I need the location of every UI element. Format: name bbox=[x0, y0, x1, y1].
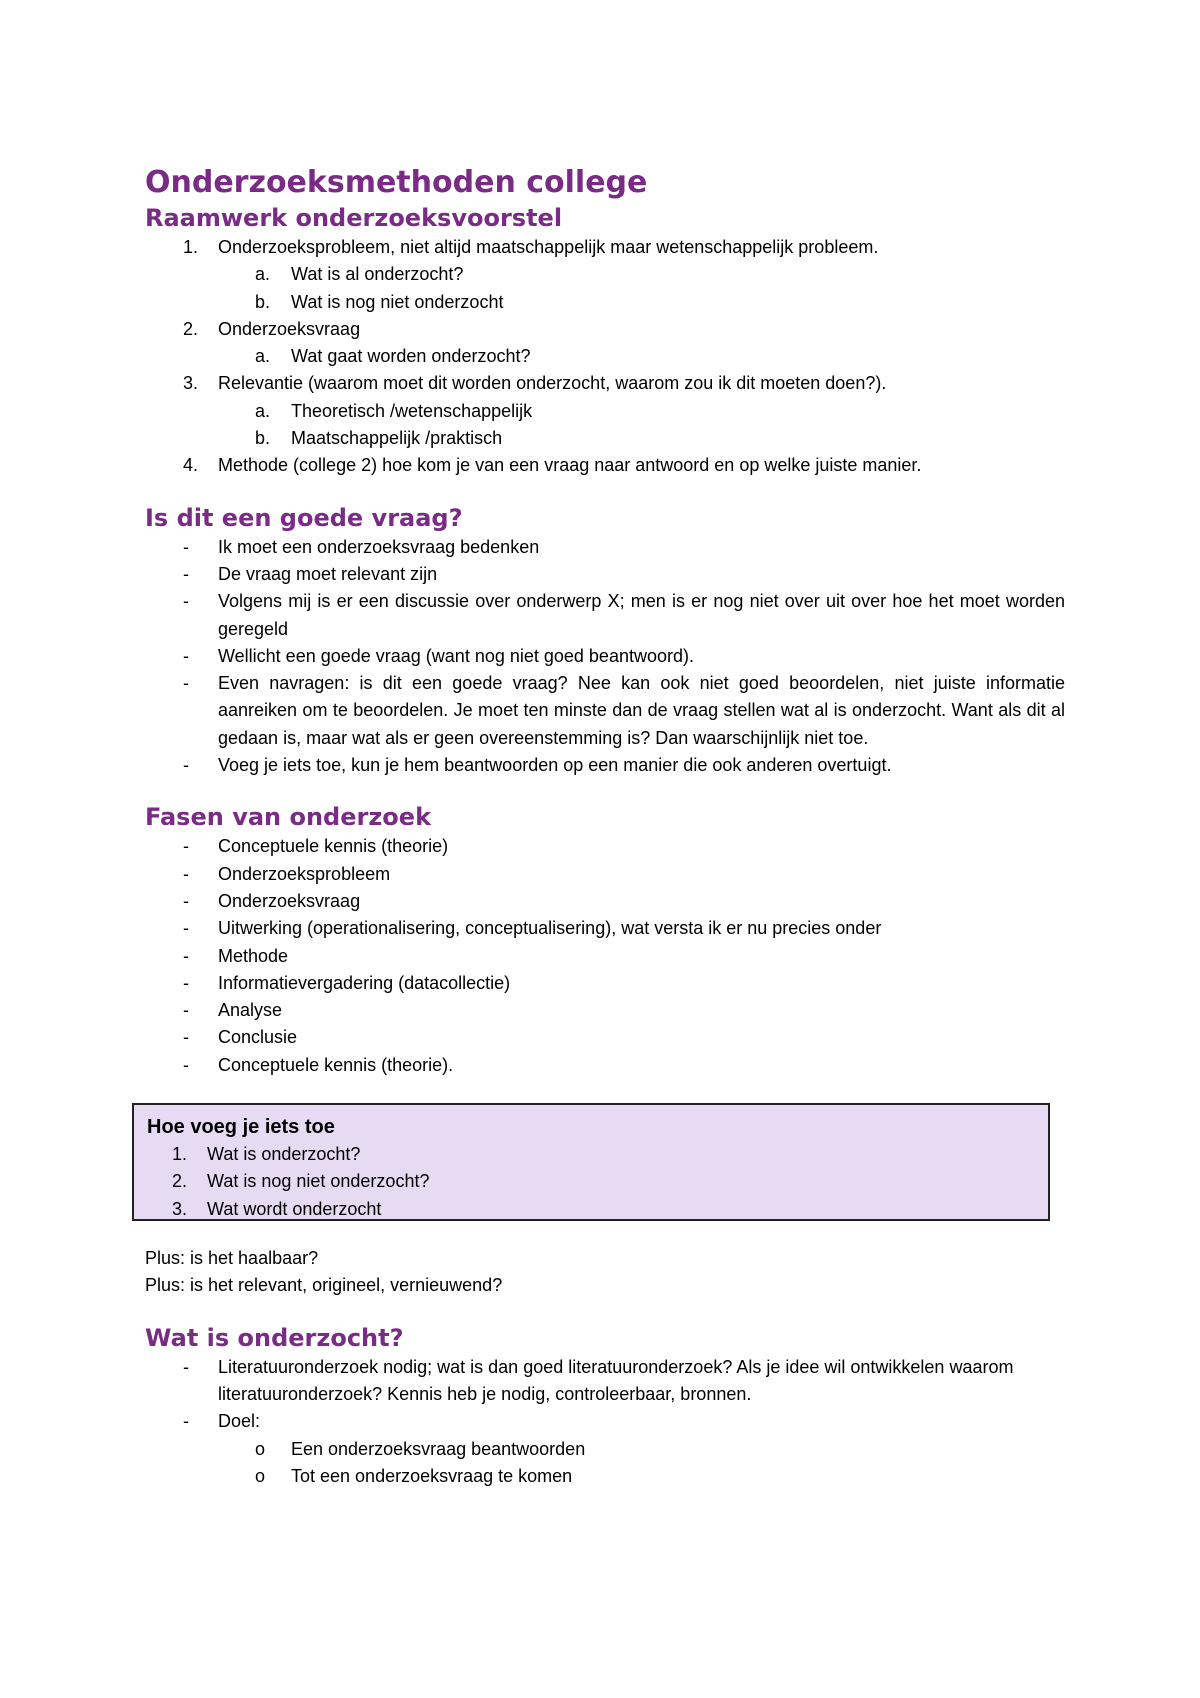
goede-vraag-list bbox=[145, 534, 1065, 780]
list-marker: 2. bbox=[172, 1171, 188, 1192]
list-item-text: Doel: bbox=[218, 1411, 261, 1432]
dash-marker: - bbox=[183, 1411, 189, 1432]
sub-list-item bbox=[145, 343, 1065, 370]
sub-list-item bbox=[145, 425, 1065, 452]
heading-fasen: Fasen van onderzoek bbox=[145, 803, 432, 832]
spacer bbox=[145, 1300, 1065, 1322]
dash-marker: - bbox=[183, 945, 189, 966]
list-item bbox=[145, 316, 1065, 343]
list-item bbox=[145, 588, 1065, 643]
heading-wat-is-onderzocht: Wat is onderzocht? bbox=[145, 1323, 404, 1352]
dash-marker: - bbox=[183, 563, 189, 584]
list-item-text: Methode bbox=[218, 945, 289, 966]
plus-line: Plus: is het haalbaar? bbox=[145, 1248, 319, 1269]
list-item bbox=[145, 1024, 1065, 1051]
list-marker: 1. bbox=[183, 237, 199, 257]
heading-goede-vraag: Is dit een goede vraag? bbox=[145, 503, 463, 532]
list-item-text: Wat wordt onderzocht bbox=[207, 1198, 382, 1219]
list-item-text: Theoretisch /wetenschappelijk bbox=[291, 400, 533, 421]
list-item bbox=[145, 1052, 1065, 1079]
list-item bbox=[145, 534, 1065, 561]
list-item bbox=[145, 752, 1065, 779]
list-item-text: Wat is al onderzocht? bbox=[291, 264, 464, 285]
list-item bbox=[145, 970, 1065, 997]
list-item bbox=[145, 670, 1065, 752]
list-marker: 2. bbox=[183, 318, 199, 339]
circle-bullet-marker: o bbox=[255, 1465, 266, 1486]
wat-is-onderzocht-list bbox=[145, 1354, 1065, 1490]
sub-list-item bbox=[145, 1463, 1065, 1490]
list-item-text: Literatuuronderzoek nodig; wat is dan goed literatuuronderzoek? Als je idee wil ontwikkelen waarom literatuuronderzoek? Kennis heb je nodig, controleerbaar, bronnen. bbox=[218, 1356, 1014, 1404]
list-item-text: Informatievergadering (datacollectie) bbox=[218, 972, 511, 993]
list-item-text: Wat gaat worden onderzocht? bbox=[291, 346, 531, 367]
sub-list-item bbox=[145, 1436, 1065, 1463]
list-item-text: De vraag moet relevant zijn bbox=[218, 563, 438, 584]
dash-marker: - bbox=[183, 645, 189, 666]
dash-marker: - bbox=[183, 1054, 189, 1075]
list-item-text: Relevantie (waarom moet dit worden onderzocht, waarom zou ik dit moeten doen?). bbox=[218, 373, 887, 394]
plus-line: Plus: is het relevant, origineel, vernieuwend? bbox=[145, 1275, 503, 1296]
list-item bbox=[145, 833, 1065, 860]
dash-marker: - bbox=[183, 972, 189, 993]
list-item bbox=[145, 234, 1065, 261]
list-item-text: Wat is onderzocht? bbox=[207, 1144, 361, 1165]
list-item-text: Analyse bbox=[218, 1000, 283, 1021]
list-marker: a. bbox=[255, 346, 271, 367]
list-item-text: Wellicht een goede vraag (want nog niet goed beantwoord). bbox=[218, 645, 694, 666]
spacer bbox=[145, 779, 1065, 801]
list-marker: b. bbox=[255, 428, 271, 449]
spacer bbox=[145, 480, 1065, 502]
document-content bbox=[145, 164, 1065, 1490]
list-marker: 4. bbox=[183, 455, 199, 476]
list-marker: 1. bbox=[172, 1144, 188, 1165]
list-item-text: Conceptuele kennis (theorie) bbox=[218, 836, 449, 857]
list-item-text: Een onderzoeksvraag beantwoorden bbox=[291, 1438, 586, 1459]
list-item bbox=[145, 370, 1065, 397]
list-item-text: Tot een onderzoeksvraag te komen bbox=[291, 1465, 573, 1486]
dash-marker: - bbox=[183, 1356, 189, 1377]
list-item bbox=[145, 1408, 1065, 1435]
highlight-box bbox=[132, 1103, 1050, 1221]
list-item bbox=[145, 561, 1065, 588]
list-marker: 3. bbox=[172, 1198, 188, 1219]
list-item-text: Volgens mij is er een discussie over onderwerp X; men is er nog niet over uit over hoe het moet worden geregeld bbox=[218, 591, 1065, 639]
dash-marker: - bbox=[183, 755, 189, 776]
dash-marker: - bbox=[183, 536, 189, 557]
dash-marker: - bbox=[183, 918, 189, 939]
dash-marker: - bbox=[183, 836, 189, 857]
list-item bbox=[145, 861, 1065, 888]
list-item-text: Onderzoeksprobleem bbox=[218, 863, 391, 884]
dash-marker: - bbox=[183, 1027, 189, 1048]
list-item-text: Conclusie bbox=[218, 1027, 298, 1048]
sub-list-item bbox=[145, 261, 1065, 288]
list-item bbox=[134, 1196, 1048, 1223]
dash-marker: - bbox=[183, 890, 189, 911]
dash-marker: - bbox=[183, 1000, 189, 1021]
sub-list-item bbox=[145, 289, 1065, 316]
list-item bbox=[134, 1141, 1048, 1168]
list-item-text: Wat is nog niet onderzocht? bbox=[207, 1171, 430, 1192]
list-item bbox=[145, 888, 1065, 915]
list-item bbox=[134, 1168, 1048, 1195]
box-title: Hoe voeg je iets toe bbox=[147, 1116, 335, 1139]
list-item bbox=[145, 943, 1065, 970]
spacer bbox=[145, 1221, 1065, 1245]
heading-raamwerk: Raamwerk onderzoeksvoorstel bbox=[145, 204, 563, 232]
list-marker: b. bbox=[255, 291, 271, 312]
list-item bbox=[145, 452, 1065, 479]
dash-marker: - bbox=[183, 591, 189, 612]
list-item-text: Ik moet een onderzoeksvraag bedenken bbox=[218, 536, 540, 557]
list-item bbox=[145, 997, 1065, 1024]
list-item-text: Even navragen: is dit een goede vraag? Nee kan ook niet goed beoordelen, niet juiste informatie aanreiken om te beoordelen. Je moet ten minste dan de vraag stellen wat al is onderzocht. Want als dit al gedaan is, maar wat als er geen overeenstemming is? Dan waarschijnlijk niet toe. bbox=[218, 673, 1065, 748]
list-item bbox=[145, 915, 1065, 942]
dash-marker: - bbox=[183, 863, 189, 884]
list-item-text: Onderzoeksvraag bbox=[218, 890, 361, 911]
list-item bbox=[145, 1354, 1065, 1409]
document-title: Onderzoeksmethoden college bbox=[145, 165, 648, 200]
list-item-text: Onderzoeksvraag bbox=[218, 318, 361, 339]
circle-bullet-marker: o bbox=[255, 1438, 266, 1459]
list-item-text: Uitwerking (operationalisering, conceptualisering), wat versta ik er nu precies onder bbox=[218, 918, 882, 939]
list-marker: 3. bbox=[183, 373, 199, 394]
sub-list-item bbox=[145, 398, 1065, 425]
list-item-text: Conceptuele kennis (theorie). bbox=[218, 1054, 454, 1075]
list-item-text: Maatschappelijk /praktisch bbox=[291, 428, 503, 449]
spacer bbox=[145, 1079, 1065, 1103]
list-marker: a. bbox=[255, 264, 271, 285]
fasen-list bbox=[145, 833, 1065, 1079]
list-item-text: Methode (college 2) hoe kom je van een vraag naar antwoord en op welke juiste manier. bbox=[218, 455, 922, 476]
list-item bbox=[145, 643, 1065, 670]
list-item-text: Wat is nog niet onderzocht bbox=[291, 291, 504, 312]
list-item-text: Voeg je iets toe, kun je hem beantwoorden op een manier die ook anderen overtuigt. bbox=[218, 755, 892, 776]
raamwerk-list bbox=[145, 234, 1065, 480]
list-item-text: Onderzoeksprobleem, niet altijd maatschappelijk maar wetenschappelijk probleem. bbox=[218, 237, 879, 257]
dash-marker: - bbox=[183, 673, 189, 694]
list-marker: a. bbox=[255, 400, 271, 421]
